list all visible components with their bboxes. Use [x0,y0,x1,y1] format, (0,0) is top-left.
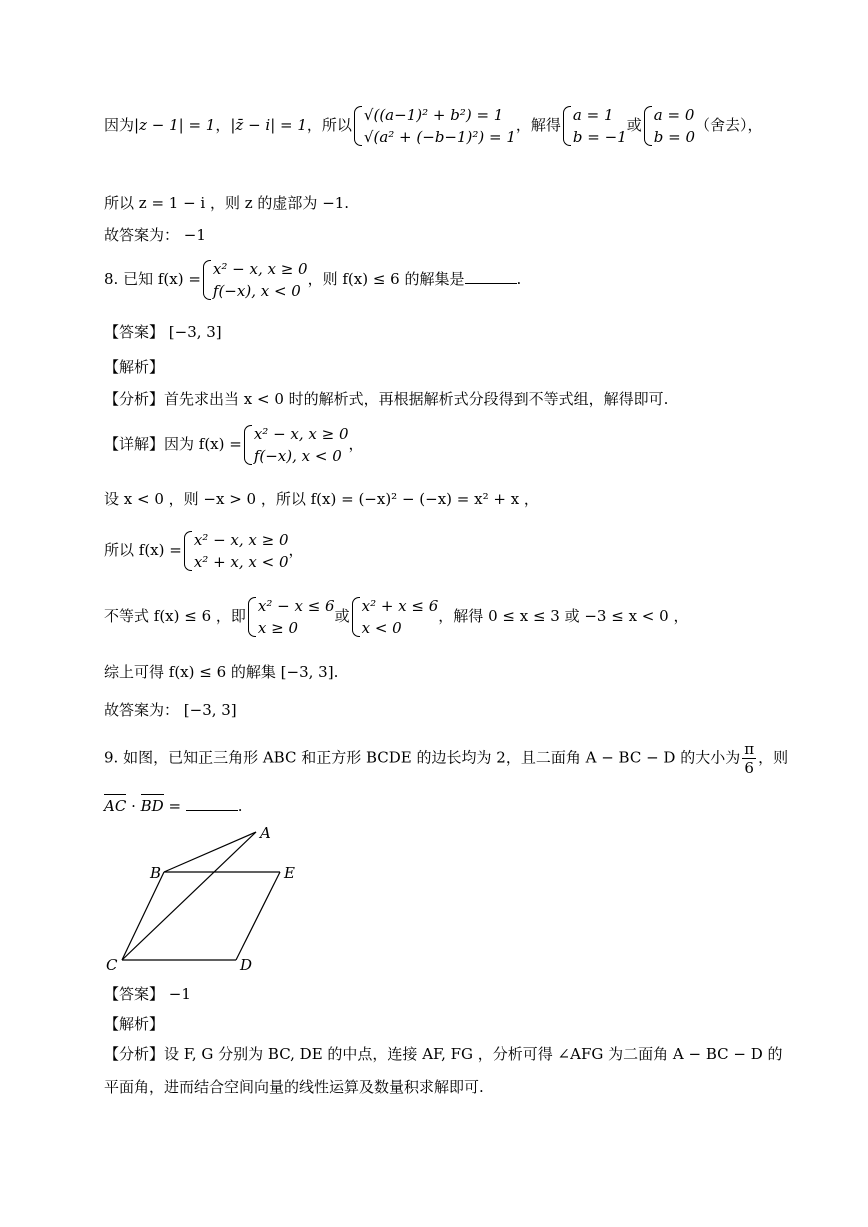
label-E: E [284,864,295,882]
text: 所以 f(x) = [104,541,182,559]
text: ，解得 0 ≤ x ≤ 3 或 −3 ≤ x < 0 ， [438,607,689,625]
q9-jiexi: 【解析】 [104,1015,165,1033]
q8-jiexi: 【解析】 [104,358,165,376]
equation-row: a = 1 [572,106,614,124]
inequality-system [246,595,335,639]
text: （舍去）， [695,116,763,134]
q9-fenxi-1: 【分析】设 F, G 分别为 BC, DE 的中点，连接 AF, FG ，分析可得 ∠AFG 为二面角 A − BC − D 的 [104,1045,783,1063]
text: 8. 已知 f(x) = [104,270,201,288]
text: . [237,797,243,815]
case-row: x² − x, x ≥ 0 [193,531,289,549]
fraction [742,740,756,777]
q8-step2 [104,529,304,573]
label-B: B [150,864,162,882]
solution-line-2: 所以 z = 1 − i ，则 z 的虚部为 −1. [104,194,350,212]
equation-row: b = 0 [653,128,696,146]
case-row: x² − x ≤ 6 [257,597,335,615]
text: ， [348,435,364,453]
text: ，解得 [515,116,561,134]
equation: |z̄ − i| = 1 [230,116,307,134]
vector: AC [104,797,127,815]
case-row: x² − x, x ≥ 0 [253,425,349,443]
question-9-line2 [104,796,243,816]
case-row: x² + x, x < 0 [193,553,289,571]
piecewise [242,423,349,467]
edge-CA [122,832,256,960]
q8-step1: 设 x < 0 ，则 −x > 0 ，所以 f(x) = (−x)² − (−x) = x² + x ， [104,490,539,508]
question-9 [104,740,788,777]
case-row: x² − x, x ≥ 0 [212,260,308,278]
case-row: f(−x), x < 0 [212,282,301,300]
piecewise [201,258,308,302]
q8-detail [104,423,364,467]
denominator: 6 [744,759,754,777]
equation-system [352,104,516,148]
case-row: x < 0 [361,619,402,637]
text: ，则 [758,748,789,767]
equation-row: √(a² + (−b−1)²) = 1 [363,128,516,146]
equation: |z − 1| = 1 [134,116,216,134]
q8-step4: 综上可得 f(x) ≤ 6 的解集 [−3, 3]. [104,663,339,681]
text: 因为 [104,116,135,134]
text: · [126,797,141,815]
case-row: x ≥ 0 [257,619,299,637]
edge-BC [122,872,164,960]
answer-line: 故答案为： −1 [104,226,206,244]
text: = [163,797,186,815]
text: 【详解】因为 f(x) = [104,435,242,453]
text: 或 [334,607,350,625]
edge-ED [236,872,280,960]
q8-final: 故答案为： [−3, 3] [104,701,237,719]
text: 不等式 f(x) ≤ 6 ，即 [104,607,246,625]
vector: BD [140,797,164,815]
equation-row: a = 0 [653,106,695,124]
text: 或 [626,116,642,134]
case-row: f(−x), x < 0 [253,447,342,465]
equation-row: √((a−1)² + b²) = 1 [363,106,504,124]
q9-answer: 【答案】 −1 [104,985,191,1003]
geometry-figure [100,820,310,980]
label-A: A [260,824,271,842]
answer-blank [465,269,517,284]
label-D: D [240,956,253,974]
text: ，所以 [306,116,352,134]
numerator: π [744,740,755,758]
q9-fenxi-2: 平面角，进而结合空间向量的线性运算及数量积求解即可. [104,1078,484,1096]
question-8 [104,258,521,302]
q8-step3 [104,595,688,639]
solution-system [642,104,695,148]
solution-system [561,104,627,148]
edge-BA [164,832,256,872]
solution-line-1 [104,104,763,148]
text: ， [215,116,231,134]
piecewise [182,529,289,573]
equation-row: b = −1 [572,128,627,146]
text: 9. 如图，已知正三角形 ABC 和正方形 BCDE 的边长均为 2，且二面角 A − BC − D 的大小为 [104,748,741,767]
q8-fenxi: 【分析】首先求出当 x < 0 时的解析式，再根据解析式分段得到不等式组，解得即可. [104,390,669,408]
label-C: C [106,956,118,974]
text: ， [288,541,304,559]
case-row: x² + x ≤ 6 [361,597,439,615]
answer-blank [186,796,238,811]
inequality-system [350,595,439,639]
text: . [516,270,522,288]
q8-answer: 【答案】 [−3, 3] [104,323,222,341]
text: ，则 f(x) ≤ 6 的解集是 [307,270,465,288]
